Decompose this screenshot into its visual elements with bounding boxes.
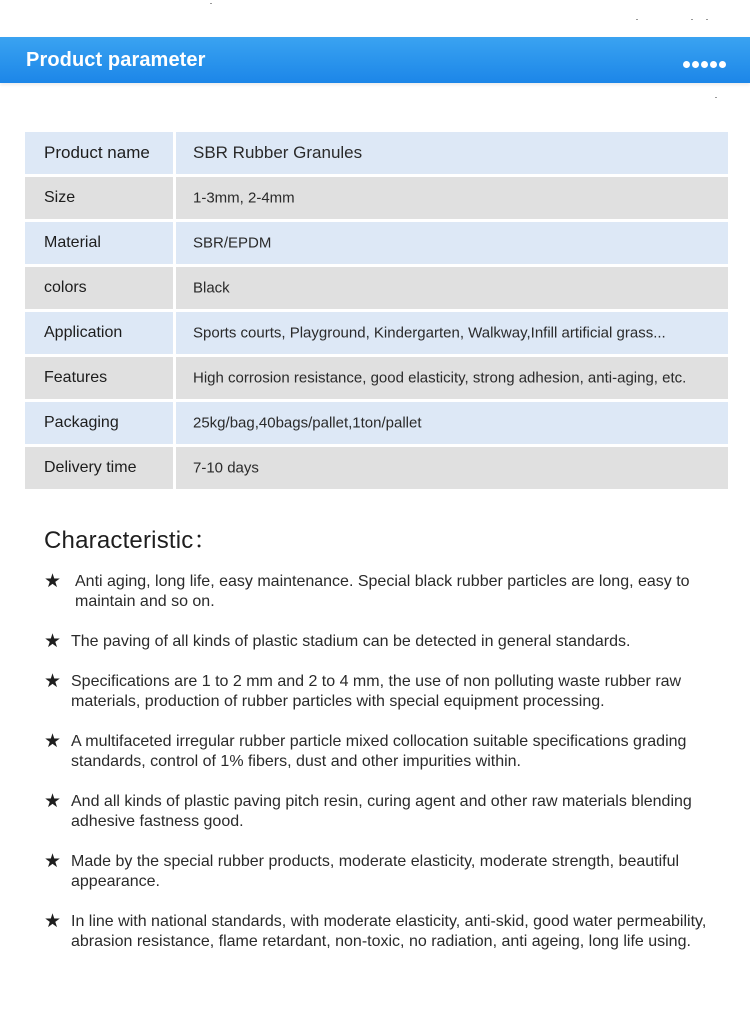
table-row xyxy=(25,132,728,174)
decorative-speck xyxy=(636,19,638,20)
list-item xyxy=(44,732,724,772)
row-value-cell xyxy=(176,177,728,219)
row-label-cell xyxy=(25,222,173,264)
row-label-cell xyxy=(25,177,173,219)
list-item xyxy=(44,572,724,612)
parameter-table xyxy=(25,132,728,492)
star-icon: ★ xyxy=(44,671,62,692)
dots-indicator-icon xyxy=(681,61,726,69)
row-value: Black xyxy=(193,279,230,297)
decorative-speck xyxy=(691,19,693,20)
star-icon: ★ xyxy=(44,851,62,872)
row-label: Material xyxy=(44,234,101,251)
row-label-cell xyxy=(25,357,173,399)
row-value-cell xyxy=(176,402,728,444)
star-icon: ★ xyxy=(44,791,62,812)
characteristic-list xyxy=(44,572,724,972)
row-label-cell xyxy=(25,312,173,354)
row-label: colors xyxy=(44,279,87,296)
star-icon: ★ xyxy=(44,571,62,592)
table-row xyxy=(25,402,728,444)
list-item-text: The paving of all kinds of plastic stadium can be detected in general standards. xyxy=(71,633,631,650)
list-item xyxy=(44,792,724,832)
row-label: Product name xyxy=(44,143,150,162)
row-value: High corrosion resistance, good elasticity, strong adhesion, anti-aging, etc. xyxy=(193,369,687,387)
row-label-cell xyxy=(25,447,173,489)
list-item xyxy=(44,632,724,652)
row-value: SBR Rubber Granules xyxy=(193,143,363,162)
decorative-speck xyxy=(210,3,212,4)
row-value: 7-10 days xyxy=(193,459,259,477)
list-item-text: In line with national standards, with moderate elasticity, anti-skid, good water permeability, abrasion resistance, flame retardant, non-toxic, no radiation, anti ageing, long life using. xyxy=(71,913,707,950)
list-item-text: And all kinds of plastic paving pitch resin, curing agent and other raw materials blending adhesive fastness good. xyxy=(71,793,692,830)
characteristic-heading: Characteristic： xyxy=(44,527,218,554)
table-row xyxy=(25,177,728,219)
row-label: Size xyxy=(44,189,76,206)
row-value: SBR/EPDM xyxy=(193,234,272,252)
list-item-text: Made by the special rubber products, moderate elasticity, moderate strength, beautiful appearance. xyxy=(71,853,680,890)
row-value-cell xyxy=(176,267,728,309)
table-row xyxy=(25,267,728,309)
star-icon: ★ xyxy=(44,731,62,752)
star-icon: ★ xyxy=(44,911,62,932)
row-value-cell xyxy=(176,357,728,399)
row-label-cell xyxy=(25,267,173,309)
table-row xyxy=(25,357,728,399)
list-item-text: Anti aging, long life, easy maintenance. Special black rubber particles are long, easy to maintain and so on. xyxy=(75,573,690,610)
row-value: 25kg/bag,40bags/pallet,1ton/pallet xyxy=(193,414,422,432)
row-label-cell xyxy=(25,402,173,444)
row-label: Delivery time xyxy=(44,459,137,476)
table-row xyxy=(25,312,728,354)
list-item xyxy=(44,672,724,712)
list-item xyxy=(44,852,724,892)
row-label: Features xyxy=(44,369,108,386)
table-row xyxy=(25,447,728,489)
row-value-cell xyxy=(176,222,728,264)
row-value: 1-3mm, 2-4mm xyxy=(193,189,295,207)
list-item-text: Specifications are 1 to 2 mm and 2 to 4 mm, the use of non polluting waste rubber raw materials, production of rubber particles with special equipment processing. xyxy=(71,673,682,710)
section-banner xyxy=(0,37,750,83)
table-row xyxy=(25,222,728,264)
row-value: Sports courts, Playground, Kindergarten, Walkway,Infill artificial grass... xyxy=(193,324,666,342)
row-value-cell xyxy=(176,132,728,174)
decorative-speck xyxy=(715,97,717,98)
row-value-cell xyxy=(176,447,728,489)
row-value-cell xyxy=(176,312,728,354)
list-item-text: A multifaceted irregular rubber particle mixed collocation suitable specifications grading standards, control of 1% fibers, dust and other impurities within. xyxy=(71,733,687,770)
row-label-cell xyxy=(25,132,173,174)
banner-title: Product parameter xyxy=(26,49,206,71)
decorative-speck xyxy=(706,19,708,20)
row-label: Application xyxy=(44,324,123,341)
star-icon: ★ xyxy=(44,631,62,652)
row-label: Packaging xyxy=(44,414,119,431)
list-item xyxy=(44,912,724,952)
